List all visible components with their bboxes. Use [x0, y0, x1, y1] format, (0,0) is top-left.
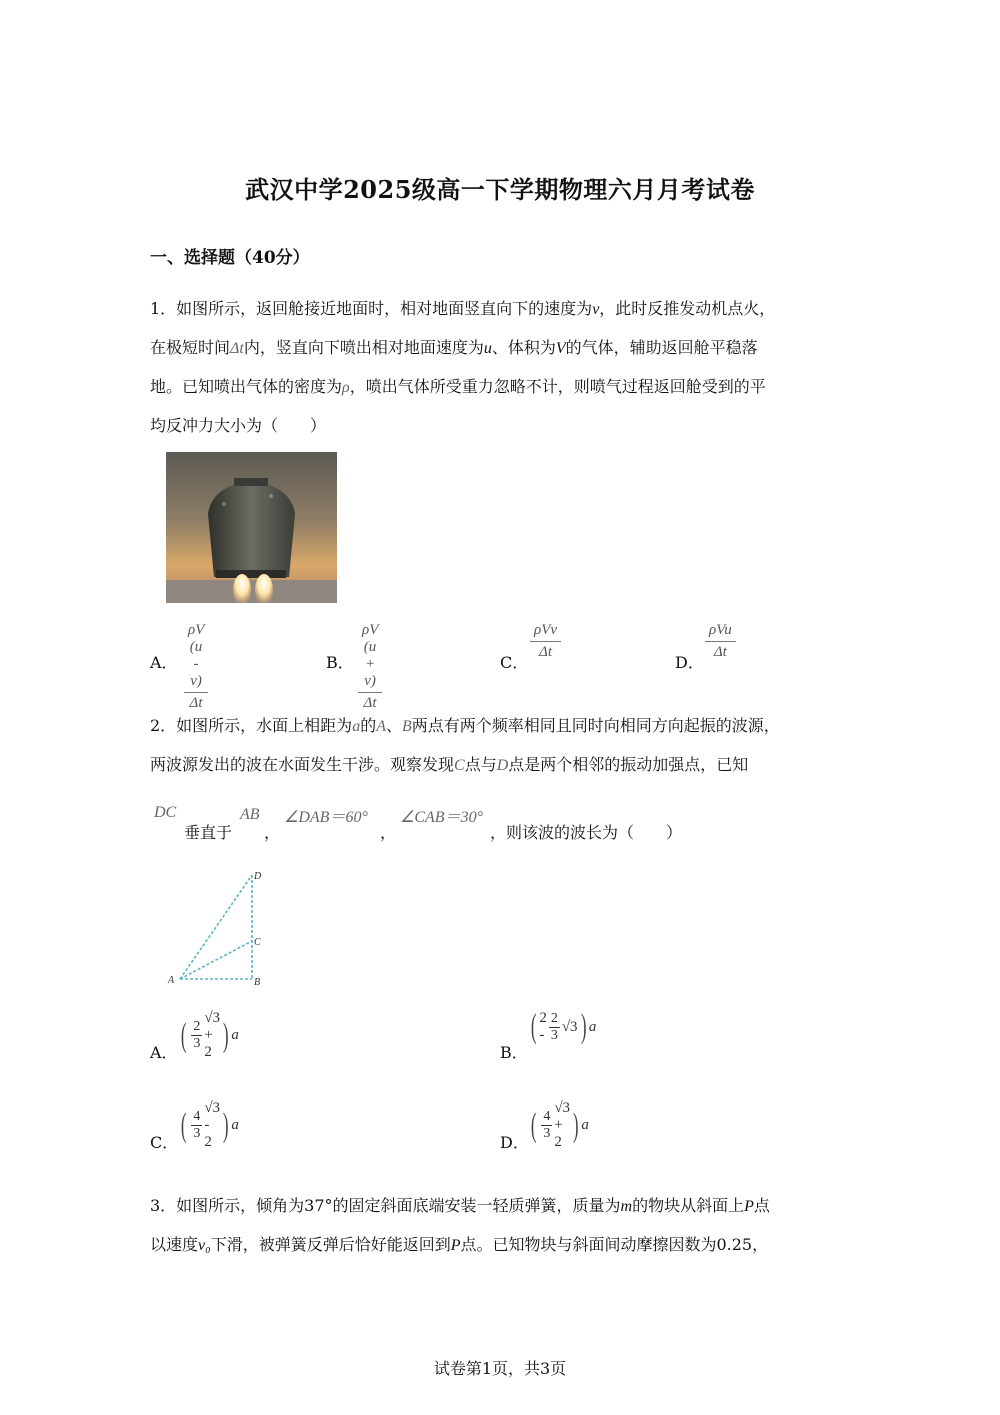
q1-options: A． $\frac{\rho V (u - v)}{\Delta t}$ B． $\frac{\rho V (u + v)}{\Delta t}$ C． ρVv Δt D． ρVu Δt	[150, 622, 850, 672]
label-c: C	[254, 937, 261, 948]
exam-title: 武汉中学2025级高一下学期物理六月月考试卷	[245, 175, 755, 204]
question-2-text	[150, 707, 850, 785]
label-a: A	[168, 975, 175, 986]
question-1-text	[150, 290, 850, 445]
q1-line-2: 在极短时间Δt内，竖直向下喷出相对地面速度为u、体积为V的气体，辅助返回舱平稳落	[150, 338, 758, 357]
question-3-text	[150, 1187, 850, 1265]
capsule-figure	[166, 452, 337, 603]
label-b: B	[254, 977, 261, 988]
q3-line-1: 3．如图所示，倾角为37°的固定斜面底端安装一轻质弹簧，质量为m的物块从斜面上P点	[150, 1196, 770, 1215]
section-heading: 一、选择题（40分）	[150, 248, 310, 268]
q2-line-2: 两波源发出的波在水面发生干涉。观察发现C点与D点是两个相邻的振动加强点，已知	[150, 755, 749, 774]
page-footer: 试卷第1页，共3页	[433, 1359, 567, 1378]
q2-line-3: DC 垂直于 AB ， ∠DAB＝60° ， ∠CAB＝30° ，则该波的波长为（ ）	[154, 804, 683, 842]
q1-line-1: 1．如图所示，返回舱接近地面时，相对地面竖直向下的速度为v，此时反推发动机点火，	[150, 299, 776, 318]
q2-line-1: 2．如图所示，水面上相距为a的A、B两点有两个频率相同且同时向相同方向起振的波源，	[150, 716, 780, 735]
q3-line-2: 以速度v₀下滑，被弹簧反弹后恰好能返回到P点。已知物块与斜面间动摩擦因数为0.25，	[150, 1235, 769, 1254]
q2-options: A． ( 2 3 √3 + 2 ) a B． ( 2 - 2 3 √3 ) a C． ( 4 3 √3 - 2 ) a D． ( 4 3 √3 + 2 ) a	[150, 1008, 597, 1152]
label-d: D	[254, 871, 262, 882]
triangle-figure	[160, 865, 280, 990]
q1-line-4: 均反冲力大小为（ ）	[150, 416, 327, 435]
q1-line-3: 地。已知喷出气体的密度为ρ，喷出气体所受重力忽略不计，则喷气过程返回舱受到的平	[150, 377, 766, 396]
